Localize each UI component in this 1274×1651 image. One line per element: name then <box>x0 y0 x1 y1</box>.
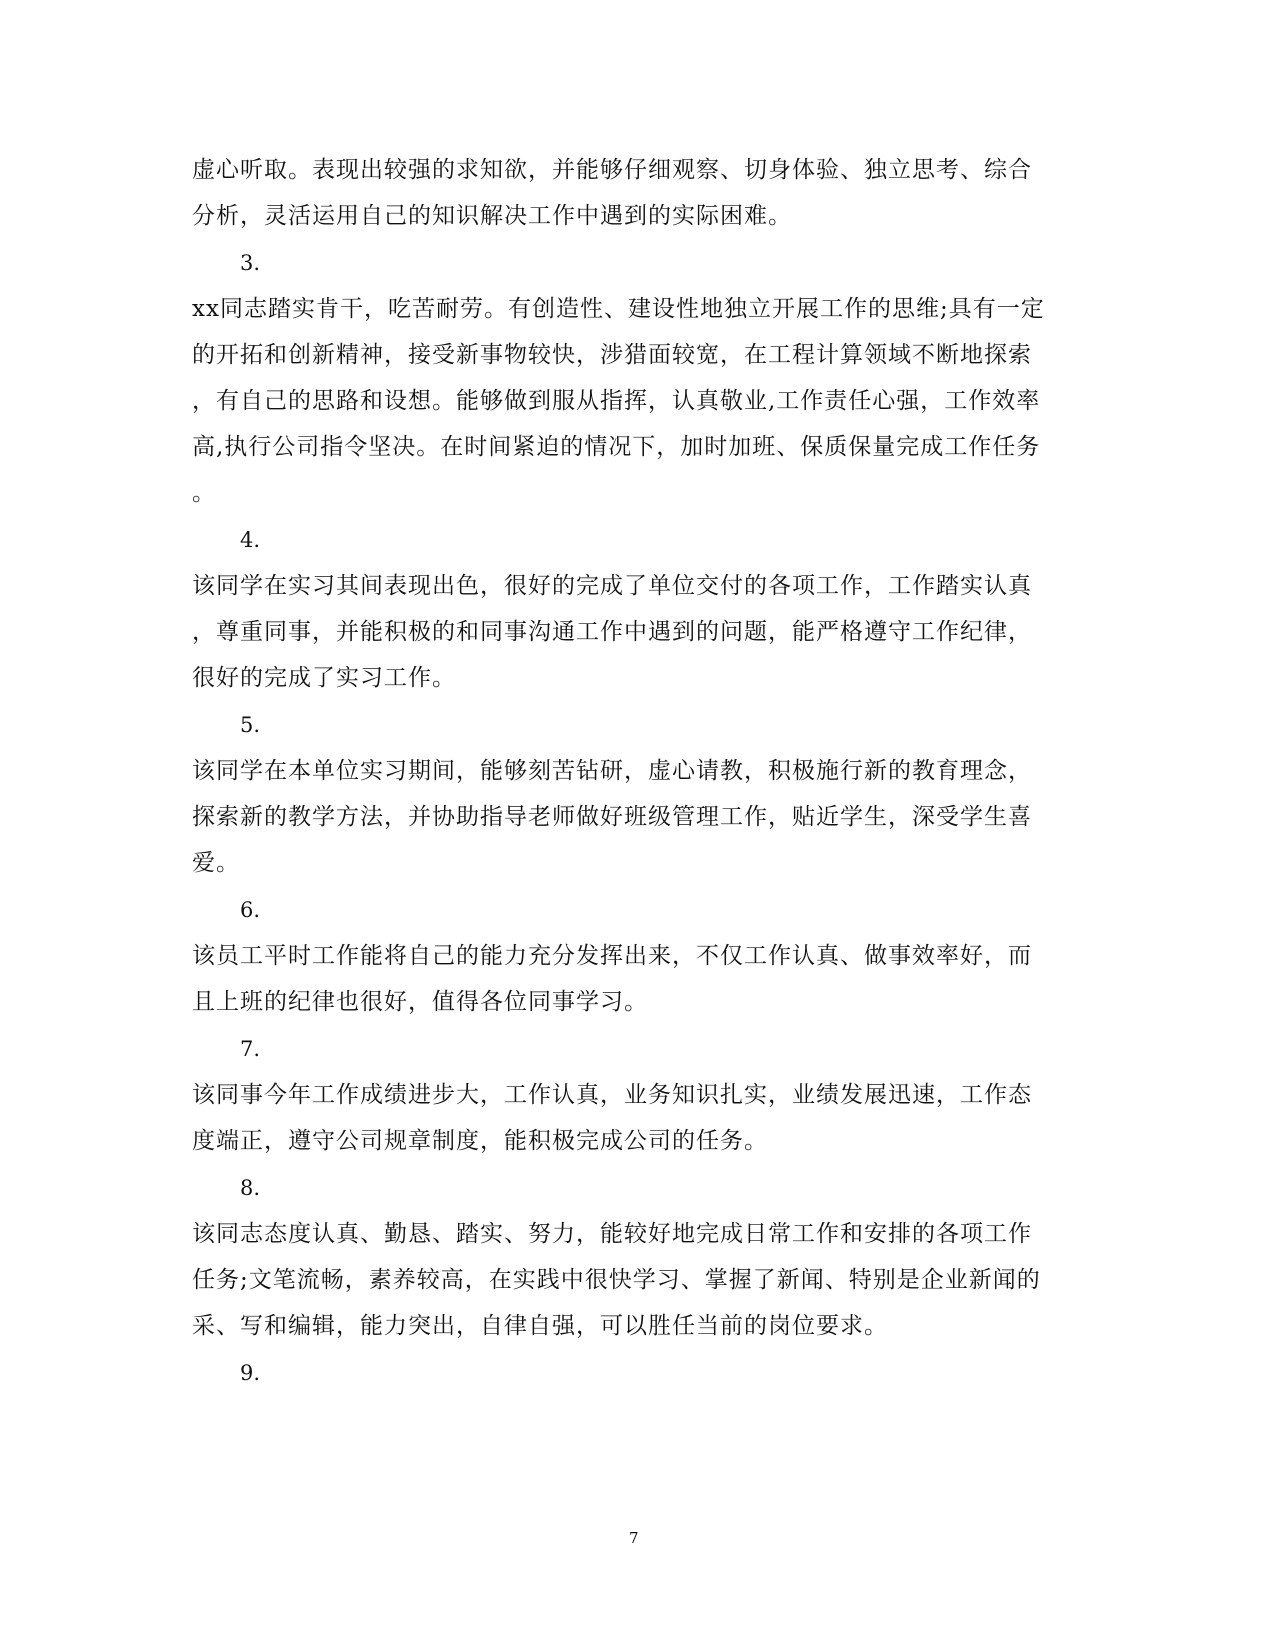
item-number: 3. <box>240 251 261 275</box>
item-number: 5. <box>240 713 261 737</box>
text-line: xx同志踏实肯干，吃苦耐劳。有创造性、建设性地独立开展工作的思维;具有一定 <box>192 296 1045 322</box>
text-line: ，有自己的思路和设想。能够做到服从指挥，认真敬业,工作责任心强，工作效率 <box>192 388 1041 414</box>
text-line: 虚心听取。表现出较强的求知欲，并能够仔细观察、切身体验、独立思考、综合 <box>192 157 1032 183</box>
text-line: 且上班的纪律也很好，值得各位同事学习。 <box>192 989 648 1015</box>
text-line: 该同学在实习其间表现出色，很好的完成了单位交付的各项工作，工作踏实认真 <box>192 573 1032 599</box>
text-line: ，尊重同事，并能积极的和同事沟通工作中遇到的问题，能严格遵守工作纪律， <box>192 619 1032 645</box>
text-line: 该同志态度认真、勤恳、踏实、努力，能较好地完成日常工作和安排的各项工作 <box>192 1221 1032 1247</box>
text-line: 该同事今年工作成绩进步大，工作认真，业务知识扎实，业绩发展迅速，工作态 <box>192 1082 1032 1108</box>
text-line: 爱。 <box>192 850 240 876</box>
text-line: 分析，灵活运用自己的知识解决工作中遇到的实际困难。 <box>192 203 792 229</box>
text-line: 该员工平时工作能将自己的能力充分发挥出来，不仅工作认真、做事效率好，而 <box>192 943 1032 969</box>
item-number: 9. <box>240 1361 261 1385</box>
text-line: 探索新的教学方法，并协助指导老师做好班级管理工作，贴近学生，深受学生喜 <box>192 804 1032 830</box>
text-line: 该同学在本单位实习期间，能够刻苦钻研，虚心请教，积极施行新的教育理念， <box>192 758 1032 784</box>
page-number: 7 <box>629 1529 639 1547</box>
text-line: 高,执行公司指令坚决。在时间紧迫的情况下，加时加班、保质保量完成工作任务 <box>192 434 1041 460</box>
text-line: 任务;文笔流畅，素养较高，在实践中很快学习、掌握了新闻、特别是企业新闻的 <box>192 1267 1041 1293</box>
item-number: 7. <box>240 1037 261 1061</box>
text-line: 的开拓和创新精神，接受新事物较快，涉猎面较宽，在工程计算领域不断地探索 <box>192 342 1032 368</box>
text-line: 采、写和编辑，能力突出，自律自强，可以胜任当前的岗位要求。 <box>192 1313 888 1339</box>
item-number: 6. <box>240 898 261 922</box>
text-line: 。 <box>192 480 216 506</box>
item-number: 8. <box>240 1176 261 1200</box>
text-line: 很好的完成了实习工作。 <box>192 665 456 691</box>
item-number: 4. <box>240 528 261 552</box>
text-line: 度端正，遵守公司规章制度，能积极完成公司的任务。 <box>192 1128 768 1154</box>
